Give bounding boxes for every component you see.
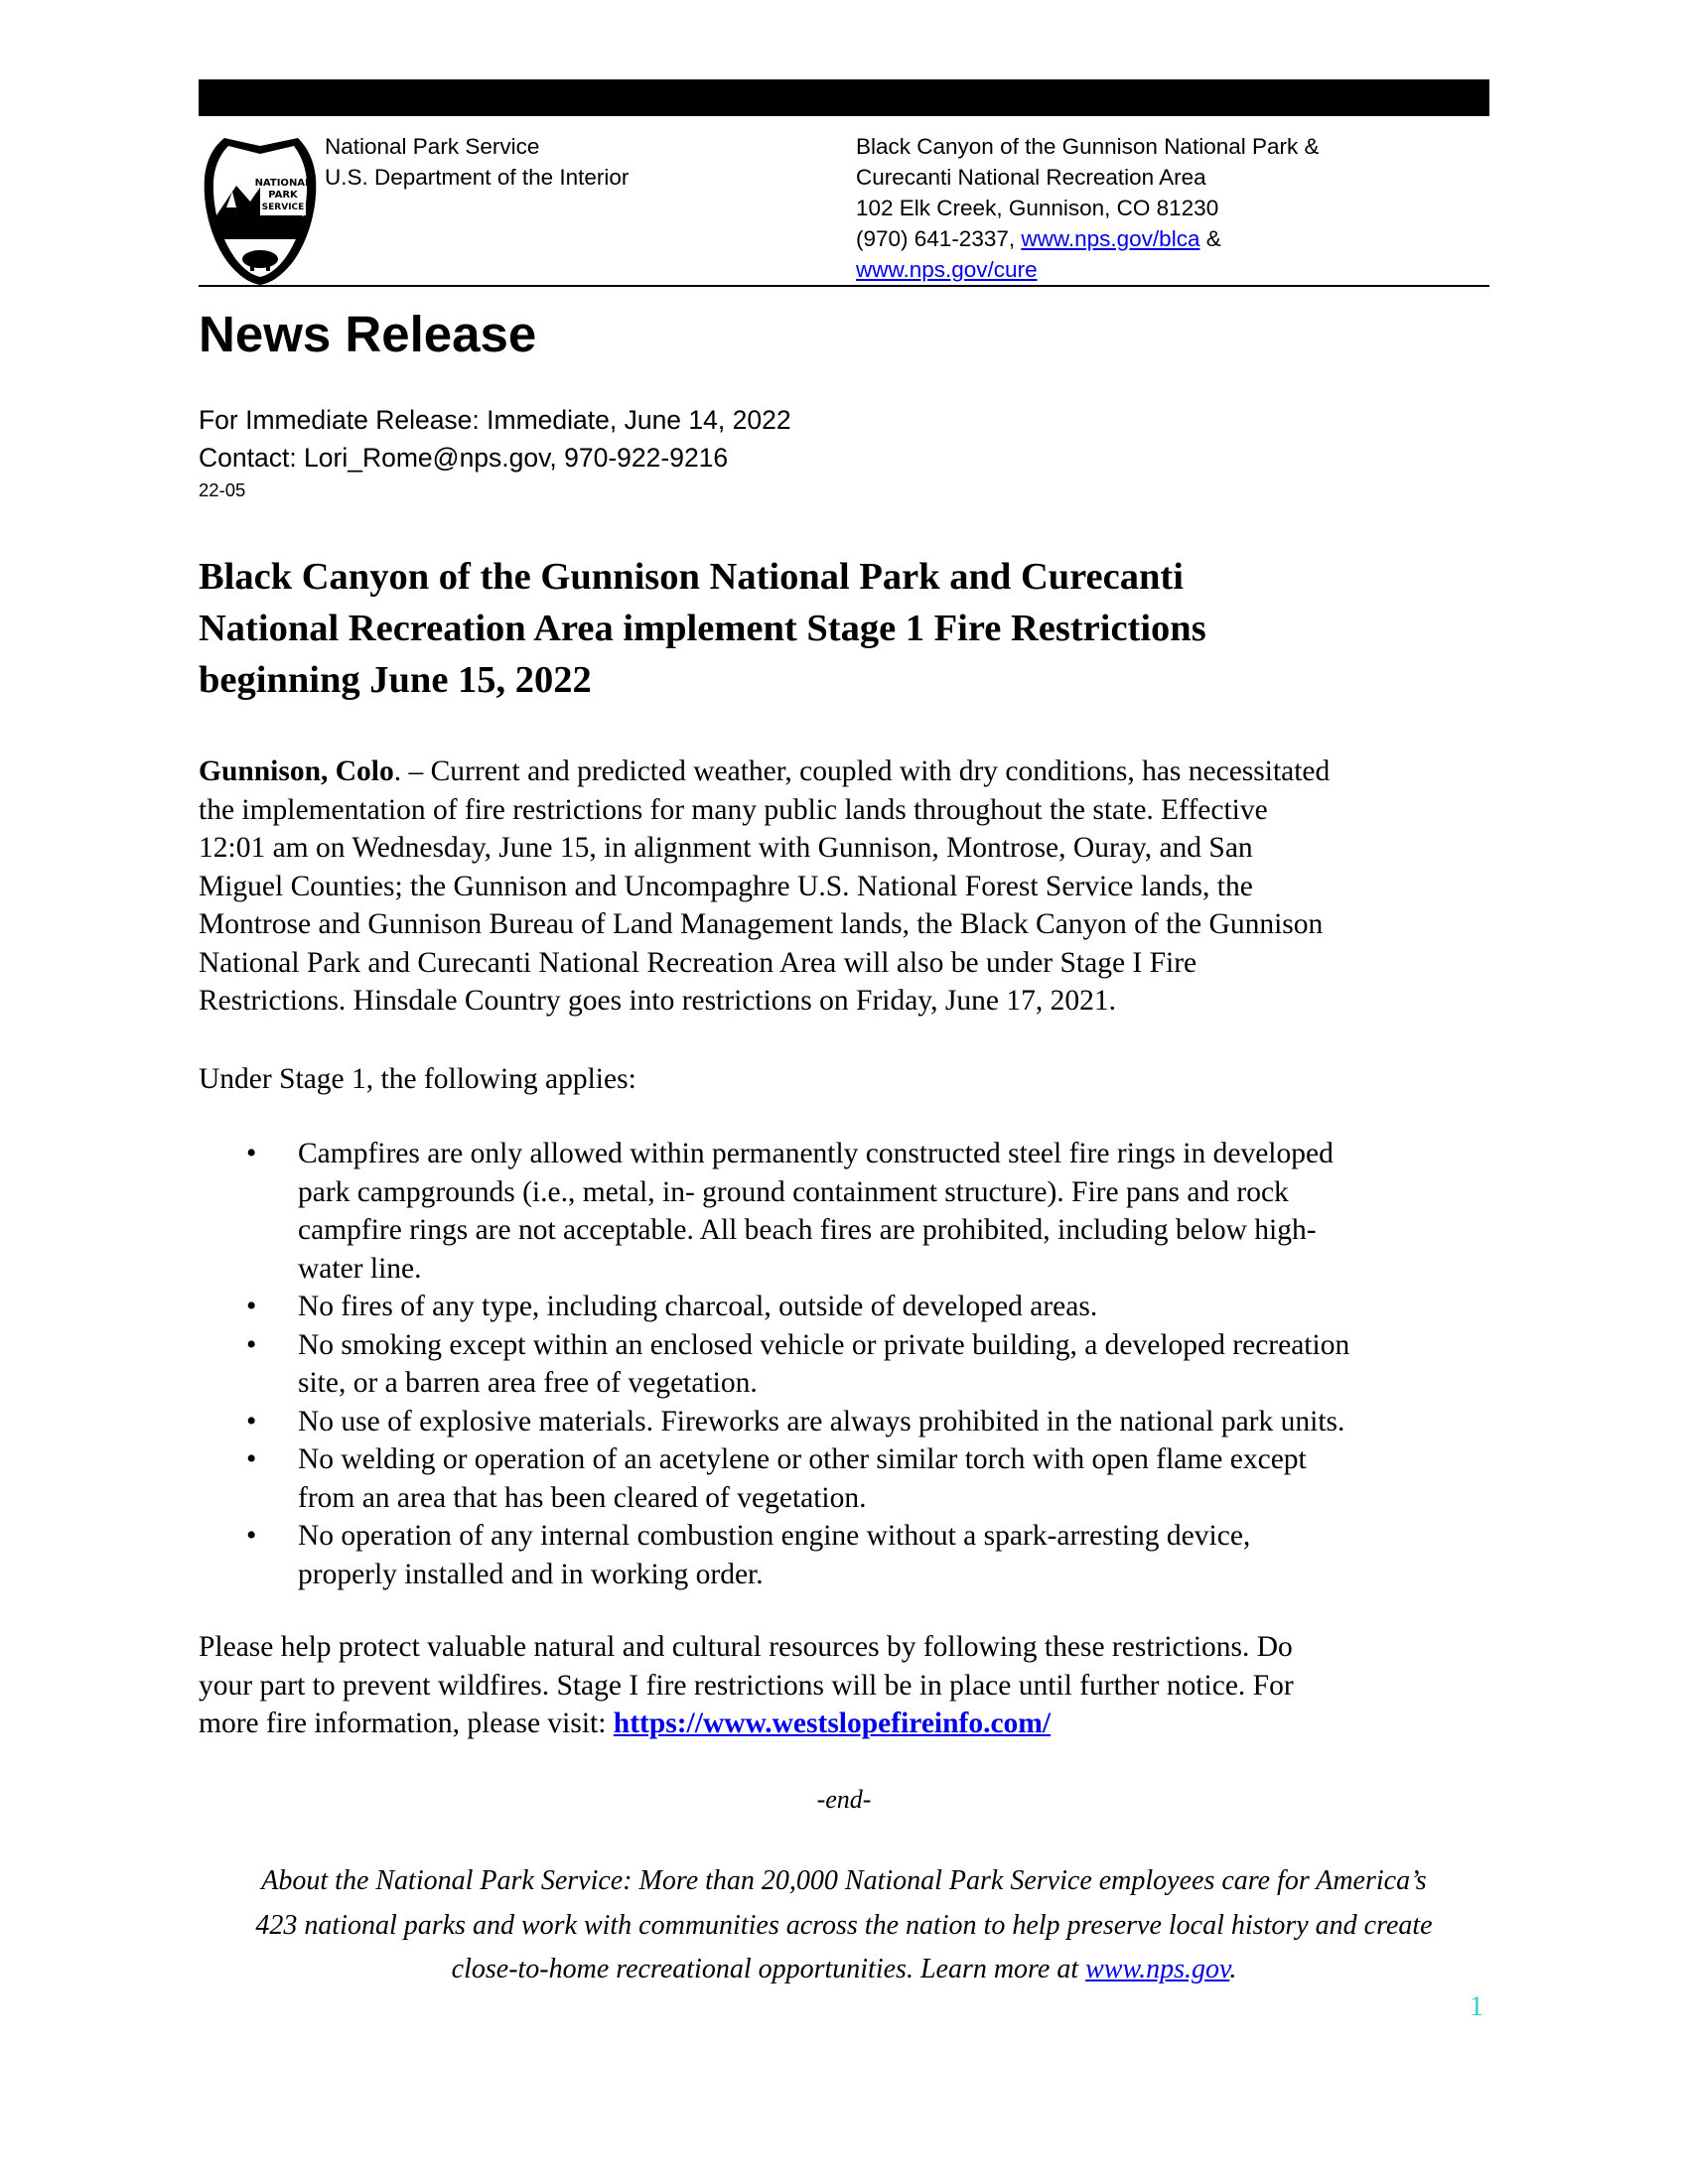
westslope-fire-link[interactable]: https://www.westslopefireinfo.com/ bbox=[613, 1707, 1052, 1739]
header-divider bbox=[199, 285, 1489, 287]
intro-line: the implementation of fire restrictions for many public lands throughout the state. Effective bbox=[199, 793, 1268, 826]
intro-line: 12:01 am on Wednesday, June 15, in alignment with Gunnison, Montrose, Ouray, and San bbox=[199, 832, 1253, 864]
list-item-line: No use of explosive materials. Fireworks are always prohibited in the national park units. bbox=[298, 1405, 1345, 1437]
release-contact: Contact: Lori_Rome@nps.gov, 970-922-9216 bbox=[199, 443, 729, 473]
list-item-line: site, or a barren area free of vegetation. bbox=[298, 1367, 758, 1399]
list-item-line: No fires of any type, including charcoal, outside of developed areas. bbox=[298, 1291, 1098, 1322]
logo-text-service: SERVICE bbox=[261, 203, 305, 212]
release-date: For Immediate Release: Immediate, June 14, 2022 bbox=[199, 405, 791, 435]
cure-link[interactable]: www.nps.gov/cure bbox=[856, 257, 1038, 282]
release-info bbox=[199, 401, 791, 504]
list-item-line: campfire rings are not acceptable. All beach fires are prohibited, including below high- bbox=[298, 1214, 1317, 1246]
headline-line: National Recreation Area implement Stage 1 Fire Restrictions bbox=[199, 608, 1206, 649]
list-item-line: park campgrounds (i.e., metal, in- ground containment structure). Fire pans and rock bbox=[298, 1175, 1289, 1208]
about-line: About the National Park Service: More than 20,000 National Park Service employees care for America’s bbox=[261, 1865, 1427, 1896]
list-item bbox=[199, 1135, 1499, 1288]
bullet-icon: • bbox=[246, 1443, 257, 1475]
list-item bbox=[199, 1440, 1499, 1517]
list-item bbox=[199, 1288, 1499, 1326]
paragraph-stage1-intro: Under Stage 1, the following applies: bbox=[199, 1063, 636, 1095]
park-address: 102 Elk Creek, Gunnison, CO 81230 bbox=[856, 196, 1219, 220]
closing-line: Please help protect valuable natural and cultural resources by following these restrictions. Do bbox=[199, 1631, 1293, 1663]
department-name: U.S. Department of the Interior bbox=[325, 165, 630, 190]
about-nps bbox=[199, 1859, 1489, 1992]
ampersand: & bbox=[1199, 226, 1221, 251]
intro-line: National Park and Curecanti National Recreation Area will also be under Stage I Fire bbox=[199, 946, 1197, 979]
intro-line: Restrictions. Hinsdale Country goes into restrictions on Friday, June 17, 2021. bbox=[199, 985, 1116, 1017]
about-line: 423 national parks and work with communities across the nation to help preserve local history and create bbox=[255, 1909, 1433, 1941]
agency-name: National Park Service bbox=[325, 134, 540, 159]
dateline: Gunnison, Colo bbox=[199, 755, 394, 787]
park-name-line1: Black Canyon of the Gunnison National Park & bbox=[856, 134, 1320, 159]
bullet-icon: • bbox=[246, 1520, 257, 1552]
about-period: . bbox=[1229, 1954, 1237, 1984]
list-item-line: Campfires are only allowed within permanently constructed steel fire rings in developed bbox=[298, 1138, 1334, 1169]
intro-text: . – Current and predicted weather, coupled with dry conditions, has necessitated bbox=[393, 755, 1331, 787]
list-item-line: water line. bbox=[298, 1252, 422, 1285]
park-phone-line bbox=[856, 223, 1491, 254]
about-line bbox=[199, 1948, 1489, 1992]
closing-text: more fire information, please visit: bbox=[199, 1707, 614, 1739]
bullet-icon: • bbox=[246, 1328, 257, 1361]
header-black-bar bbox=[199, 79, 1489, 116]
list-item-line: properly installed and in working order. bbox=[298, 1558, 764, 1590]
nps-arrowhead-logo-icon bbox=[203, 136, 318, 285]
bullet-icon: • bbox=[246, 1138, 257, 1169]
nps-link[interactable]: www.nps.gov bbox=[1085, 1954, 1230, 1984]
list-item-line: No operation of any internal combustion engine without a spark-arresting device, bbox=[298, 1520, 1251, 1552]
logo-text-park: PARK bbox=[268, 190, 298, 201]
restrictions-list bbox=[199, 1135, 1499, 1593]
paragraph-closing bbox=[199, 1628, 1489, 1743]
list-item bbox=[199, 1517, 1499, 1593]
end-mark: -end- bbox=[816, 1785, 872, 1814]
park-contact-block bbox=[856, 131, 1491, 285]
page-number: 1 bbox=[1470, 1991, 1483, 2022]
list-item-line: from an area that has been cleared of vegetation. bbox=[298, 1481, 867, 1514]
list-item bbox=[199, 1403, 1499, 1441]
bullet-icon: • bbox=[246, 1291, 257, 1322]
list-item bbox=[199, 1326, 1499, 1403]
intro-line bbox=[199, 752, 1489, 791]
headline bbox=[199, 551, 1489, 706]
list-item-line: No smoking except within an enclosed vehicle or private building, a developed recreation bbox=[298, 1328, 1350, 1361]
park-cure-line bbox=[856, 254, 1491, 285]
about-text: close-to-home recreational opportunities. Learn more at bbox=[451, 1954, 1086, 1984]
headline-line: Black Canyon of the Gunnison National Park and Curecanti bbox=[199, 556, 1184, 598]
intro-line: Montrose and Gunnison Bureau of Land Management lands, the Black Canyon of the Gunnison bbox=[199, 908, 1324, 940]
release-number: 22-05 bbox=[199, 479, 246, 500]
blca-link[interactable]: www.nps.gov/blca bbox=[1021, 226, 1200, 251]
park-name-line2: Curecanti National Recreation Area bbox=[856, 165, 1206, 190]
closing-line: your part to prevent wildfires. Stage I fire restrictions will be in place until further notice. For bbox=[199, 1669, 1294, 1702]
park-phone: (970) 641-2337, bbox=[856, 226, 1022, 251]
agency-block bbox=[325, 131, 629, 193]
intro-line: Miguel Counties; the Gunnison and Uncompaghre U.S. National Forest Service lands, the bbox=[199, 870, 1253, 902]
paragraph-intro bbox=[199, 752, 1489, 1021]
page-title: News Release bbox=[199, 306, 537, 362]
logo-text-national: NATIONAL bbox=[254, 178, 312, 189]
list-item-line: No welding or operation of an acetylene or other similar torch with open flame except bbox=[298, 1443, 1307, 1475]
bullet-icon: • bbox=[246, 1405, 257, 1437]
closing-line bbox=[199, 1705, 1489, 1743]
headline-line: beginning June 15, 2022 bbox=[199, 659, 592, 701]
